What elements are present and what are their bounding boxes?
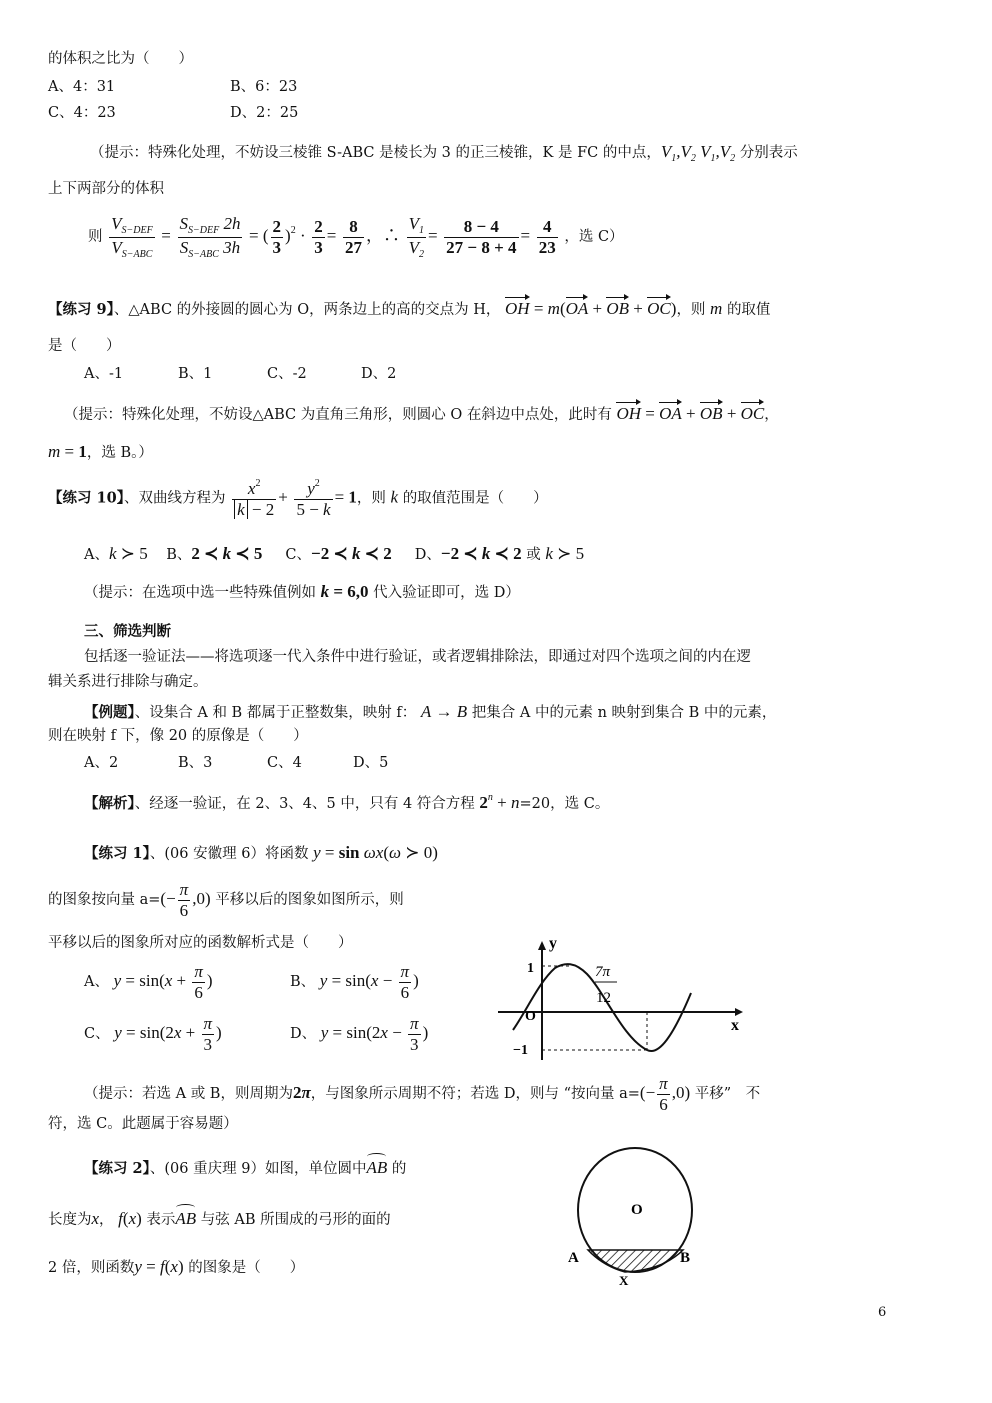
ex1-option-d: D、 y = sin(2x − $\frac{\pi}{3}$ ) [290, 1014, 429, 1054]
ex9-option-d: D、2 [361, 366, 397, 382]
example-option-c: C、4 [267, 755, 302, 771]
page-number: 6 [878, 1305, 887, 1320]
example-option-b: B、3 [178, 755, 213, 771]
x-axis-arrow-icon [735, 1008, 743, 1016]
ex1-hint-end: 符，选 C。此题属于容易题） [48, 1116, 238, 1132]
example-solution: 【解析】、经逐一验证，在 2、3、4、5 中，只有 4 符合方程 $2^n + n=20$，选 C。 [84, 792, 610, 812]
origin-label: O [525, 1009, 536, 1024]
min-label: −1 [513, 1043, 528, 1058]
example-question: 【例题】、设集合 A 和 B 都属于正整数集，映射 f： A → B 把集合 A 中的元素 n 映射到集合 B 中的元素， [84, 702, 777, 721]
ex2-line-2: 长度为x， f(x) 表示AB 与弦 AB 所围成的弓形的面的 [48, 1209, 391, 1228]
example-option-d: D、5 [353, 755, 389, 771]
hint-line-2: 上下两部分的体积 [48, 181, 164, 197]
y-axis-label: y [549, 938, 557, 952]
ex1-option-a: A、 y = sin(x + $\frac{\pi}{6}$ ) [84, 962, 213, 1002]
section-paragraph-1: 包括逐一验证法——将选项逐一代入条件中进行验证，或者逻辑排除法，即通过对四个选项之间的内在逻 [84, 649, 751, 665]
ex9-hint: （提示：特殊化处理，不妨设△ABC 为直角三角形，则圆心 O 在斜边中点处，此时有 OH = OA + OB + OC， [64, 404, 779, 423]
section-title: 三、筛选判断 [84, 623, 171, 640]
ex10-hint: （提示：在选项中选一些特殊值例如 k = 6,0 代入验证即可，选 D） [84, 582, 520, 601]
ex10-options: A、k ≻ 5 B、2 ≺ k ≺ 5 C、−2 ≺ k ≺ 2 D、−2 ≺ k ≺ 2 或 k ≻ 5 [84, 544, 585, 563]
ex9-option-a: A、-1 [84, 366, 124, 382]
ex9-option-b: B、1 [178, 366, 213, 382]
ex1-line-3: 平移以后的图象所对应的函数解析式是（ ） [48, 935, 353, 951]
example-option-a: A、2 [84, 755, 119, 771]
fraction-numerator: 7π [595, 964, 611, 980]
question-end: 的体积之比为（ ） [48, 51, 193, 67]
option-a: A、4：31 [48, 79, 116, 95]
y-axis-arrow-icon [538, 941, 546, 950]
hint-line-1: （提示：特殊化处理，不妨设三棱锥 S-ABC 是棱长为 3 的正三棱锥，K 是 FC 的中点，$V_1,V_2$ $V_1,V_2$ 分别表示 [90, 142, 798, 164]
sine-graph [495, 938, 745, 1063]
ex10-question: 【练习 10】、双曲线方程为 $\frac{x^2}{k - 2}$ + $\frac{y^2}{5 - k}$ = 1，则 k 的取值范围是（ ） [48, 478, 548, 519]
ex2-line-3: 2 倍，则函数y = f(x) 的图象是（ ） [48, 1257, 305, 1276]
ex1-hint: （提示：若选 A 或 B，则周期为2π，与图象所示周期不符；若选 D，则与 “按向量 a=(− $\frac{\pi}{6}$ ,0) 平移” 不 [84, 1074, 761, 1114]
x-axis-label: x [731, 1017, 739, 1034]
ex9-hint-end: m = 1，选 B。） [48, 442, 153, 461]
section-paragraph-2: 辑关系进行排除与确定。 [48, 674, 208, 690]
option-b: B、6：23 [230, 79, 298, 95]
volume-ratio-formula: 则 $\frac{V_{S-DEF}}{V_{S-ABC}}$ = $\frac{S_{S-DEF} 2h}{S_{S-ABC} 3h}$ = ( $\frac{2}{3}$ )$^2$ · $\frac{2}{3}$ = $\frac{8}{27}$ ，∴ $\frac{V_1}{V_2}$ = $\frac{8 - 4}{27 - 8 + 4}$ = $\frac{4}{23}$ ，选 C） [88, 214, 624, 260]
ex2-question: 【练习 2】、(06 重庆理 9）如图，单位圆中AB 的 [84, 1158, 407, 1177]
max-label: 1 [527, 961, 534, 976]
example-question-2: 则在映射 f 下，像 20 的原像是（ ） [48, 728, 308, 744]
ex1-question: 【练习 1】、(06 安徽理 6）将函数 y = sin ωx(ω ≻ 0) [84, 843, 438, 862]
fraction-denominator: 12 [596, 990, 611, 1006]
ex1-option-b: B、 y = sin(x − $\frac{\pi}{6}$ ) [290, 962, 419, 1002]
center-label: O [631, 1202, 643, 1218]
segment-hatch [588, 1250, 683, 1272]
point-b-label: B [680, 1250, 691, 1266]
ex9-option-c: C、-2 [267, 366, 307, 382]
unit-circle-figure [565, 1142, 705, 1287]
ex1-line-2: 的图象按向量 a=(− $\frac{\pi}{6}$ ,0) 平移以后的图象如图所示，则 [48, 880, 404, 920]
ex1-option-c: C、 y = sin(2x + $\frac{\pi}{3}$ ) [84, 1014, 222, 1054]
point-a-label: A [568, 1250, 579, 1266]
option-d: D、2：25 [230, 105, 299, 121]
ex9-question: 【练习 9】、△ABC 的外接圆的圆心为 O，两条边上的高的交点为 H， OH = m(OA + OB + OC)，则 m 的取值 [48, 299, 771, 318]
option-c: C、4：23 [48, 105, 116, 121]
ex9-question-end: 是（ ） [48, 338, 121, 354]
arc-x-label: X [619, 1273, 629, 1287]
